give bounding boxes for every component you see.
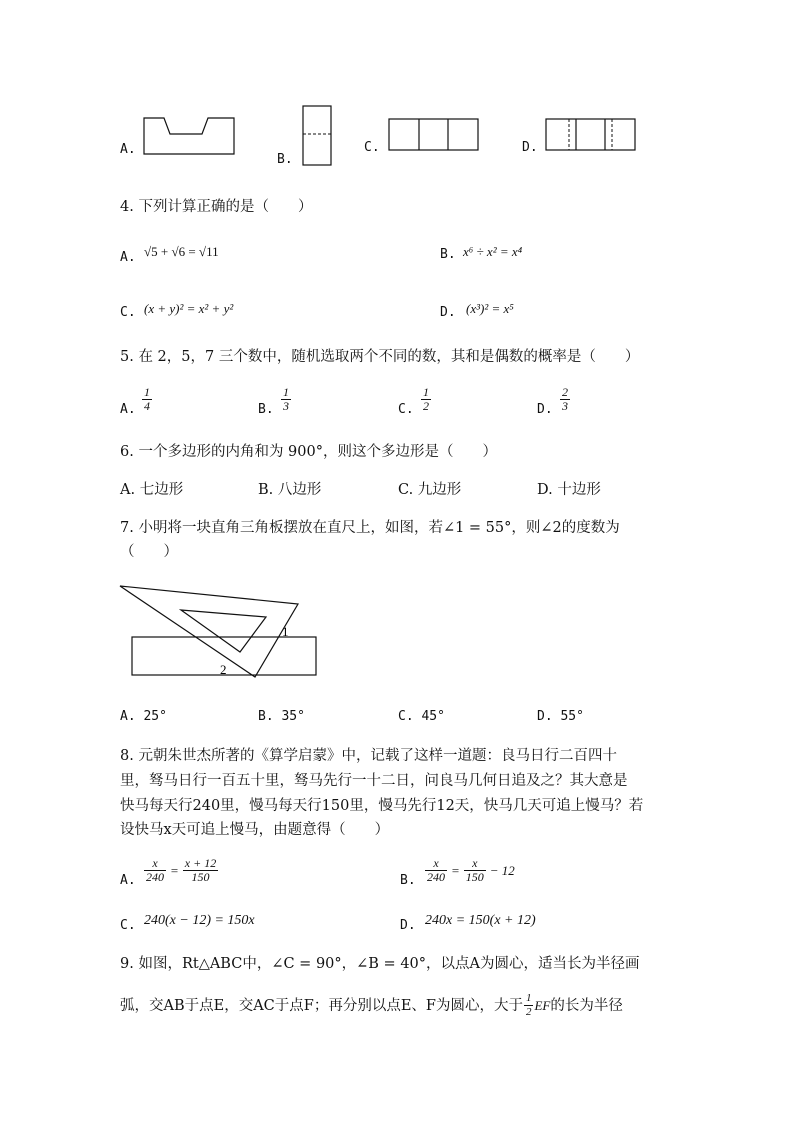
q5-option-a-fraction — [142, 386, 152, 413]
angle-2-label: 2 — [220, 662, 227, 677]
q8-option-c-expr: 240(x − 12) = 150x — [144, 913, 255, 928]
q7-stem-line2: （ ） — [120, 544, 178, 560]
q8-stem-line2: 里，驽马日行一百五十里，驽马先行一十二日，问良马几何日追及之？其大意是 — [120, 773, 628, 789]
q8-option-a-label: A. — [120, 873, 136, 888]
q8-b-op: = — [451, 862, 460, 878]
q4-option-d-label: D. — [440, 305, 456, 320]
q8-b-right-den: 150 — [465, 870, 484, 884]
q6-option-d: D. 十边形 — [537, 482, 601, 498]
q5-option-b-numerator: 1 — [283, 385, 289, 399]
q5-option-d-label: D. — [537, 402, 553, 417]
q8-b-right-num: x — [464, 857, 486, 871]
q3-option-b-figure — [300, 103, 336, 169]
q5-option-b-label: B. — [258, 402, 274, 417]
q3-option-c-figure — [386, 116, 482, 154]
q9-line2 — [120, 992, 623, 1019]
q9-line2-start: 弧，交AB于点E，交AC于点F；再分别以点E、F为圆心，大于 — [120, 997, 523, 1014]
q6-option-c: C. 九边形 — [398, 482, 462, 498]
q6-stem: 6. 一个多边形的内角和为 900°，则这个多边形是（ ） — [120, 444, 497, 460]
q3-option-a-label: A. — [120, 142, 136, 157]
triangle-inner — [181, 610, 266, 652]
triangle-outer — [120, 586, 298, 677]
q5-option-a-numerator: 1 — [144, 385, 150, 399]
q5-option-d-numerator: 2 — [562, 385, 568, 399]
angle-1-label: 1 — [282, 624, 289, 639]
q8-b-left-num: x — [425, 857, 447, 871]
q8-option-d-label: D. — [400, 918, 416, 933]
q5-option-b-fraction — [281, 386, 291, 413]
q5-option-a-label: A. — [120, 402, 136, 417]
q8-a-left-num: x — [144, 857, 166, 871]
q4-option-c-expr: (x + y)² = x² + y² — [144, 301, 234, 316]
q5-option-c-label: C. — [398, 402, 414, 417]
q8-stem-line3: 快马每天行240里，慢马每天行150里，慢马先行12天，快马几天可追上慢马？若 — [120, 798, 644, 814]
q5-option-b-denominator: 3 — [283, 399, 289, 413]
q4-option-b-label: B. — [440, 247, 456, 262]
q3-option-d-figure — [543, 116, 639, 154]
q8-option-b-label: B. — [400, 873, 416, 888]
q4-option-a-expr: √5 + √6 = √11 — [144, 244, 219, 259]
q8-b-left-den: 240 — [427, 870, 445, 884]
q8-stem-line4: 设快马x天可追上慢马，由题意得（ ） — [120, 822, 390, 838]
q9-line2-end: 的长为半径 — [550, 997, 623, 1014]
q4-option-a-label: A. — [120, 250, 136, 265]
q6-option-b: B. 八边形 — [258, 482, 322, 498]
q7-option-d: D. 55° — [537, 709, 584, 724]
q7-stem-line1: 7. 小明将一块直角三角板摆放在直尺上，如图，若∠1 = 55°，则∠2的度数为 — [120, 520, 620, 536]
q9-ef: EF — [534, 997, 551, 1013]
q8-option-a-expr — [144, 857, 218, 884]
q8-option-b-expr — [425, 857, 515, 884]
q7-option-b: B. 35° — [258, 709, 305, 724]
q9-half-den: 2 — [525, 1006, 532, 1018]
q5-option-c-denominator: 2 — [423, 399, 429, 413]
q4-stem: 4. 下列计算正确的是（ ） — [120, 199, 313, 215]
q8-a-right-den: 150 — [191, 870, 210, 884]
q3-option-c-label: C. — [364, 140, 380, 155]
q5-option-a-denominator: 4 — [144, 399, 150, 413]
q8-a-right-num: x + 12 — [184, 856, 217, 870]
q8-option-d-expr: 240x = 150(x + 12) — [425, 913, 536, 928]
q7-option-a: A. 25° — [120, 709, 167, 724]
q3-option-b-label: B. — [277, 152, 293, 167]
q4-option-b-expr: x⁶ ÷ x² = x⁴ — [463, 244, 523, 259]
q3-option-d-label: D. — [522, 140, 538, 155]
q5-option-d-fraction — [560, 386, 570, 413]
q9-half-fraction — [524, 992, 534, 1019]
q5-option-d-denominator: 3 — [562, 399, 568, 413]
q8-a-op: = — [170, 862, 179, 878]
q5-stem: 5. 在 2，5，7 三个数中，随机选取两个不同的数，其和是偶数的概率是（ ） — [120, 349, 640, 365]
q4-option-c-label: C. — [120, 305, 136, 320]
q8-stem-line1: 8. 元朝朱世杰所著的《算学启蒙》中，记载了这样一道题：良马日行二百四十 — [120, 748, 617, 764]
q5-option-c-numerator: 1 — [423, 385, 429, 399]
q8-b-tail: − 12 — [489, 862, 515, 878]
q5-option-c-fraction — [421, 386, 431, 413]
q3-option-a-figure — [140, 114, 240, 158]
q9-line1: 9. 如图，Rt△ABC中，∠C = 90°，∠B = 40°，以点A为圆心，适当长为半径画 — [120, 956, 640, 972]
q7-figure — [115, 582, 325, 682]
q9-half-num: 1 — [525, 992, 532, 1004]
q8-a-left-den: 240 — [146, 870, 164, 884]
q7-option-c: C. 45° — [398, 709, 445, 724]
q8-option-c-label: C. — [120, 918, 136, 933]
q6-option-a: A. 七边形 — [120, 482, 184, 498]
q4-option-d-expr: (x³)² = x⁵ — [466, 301, 514, 316]
